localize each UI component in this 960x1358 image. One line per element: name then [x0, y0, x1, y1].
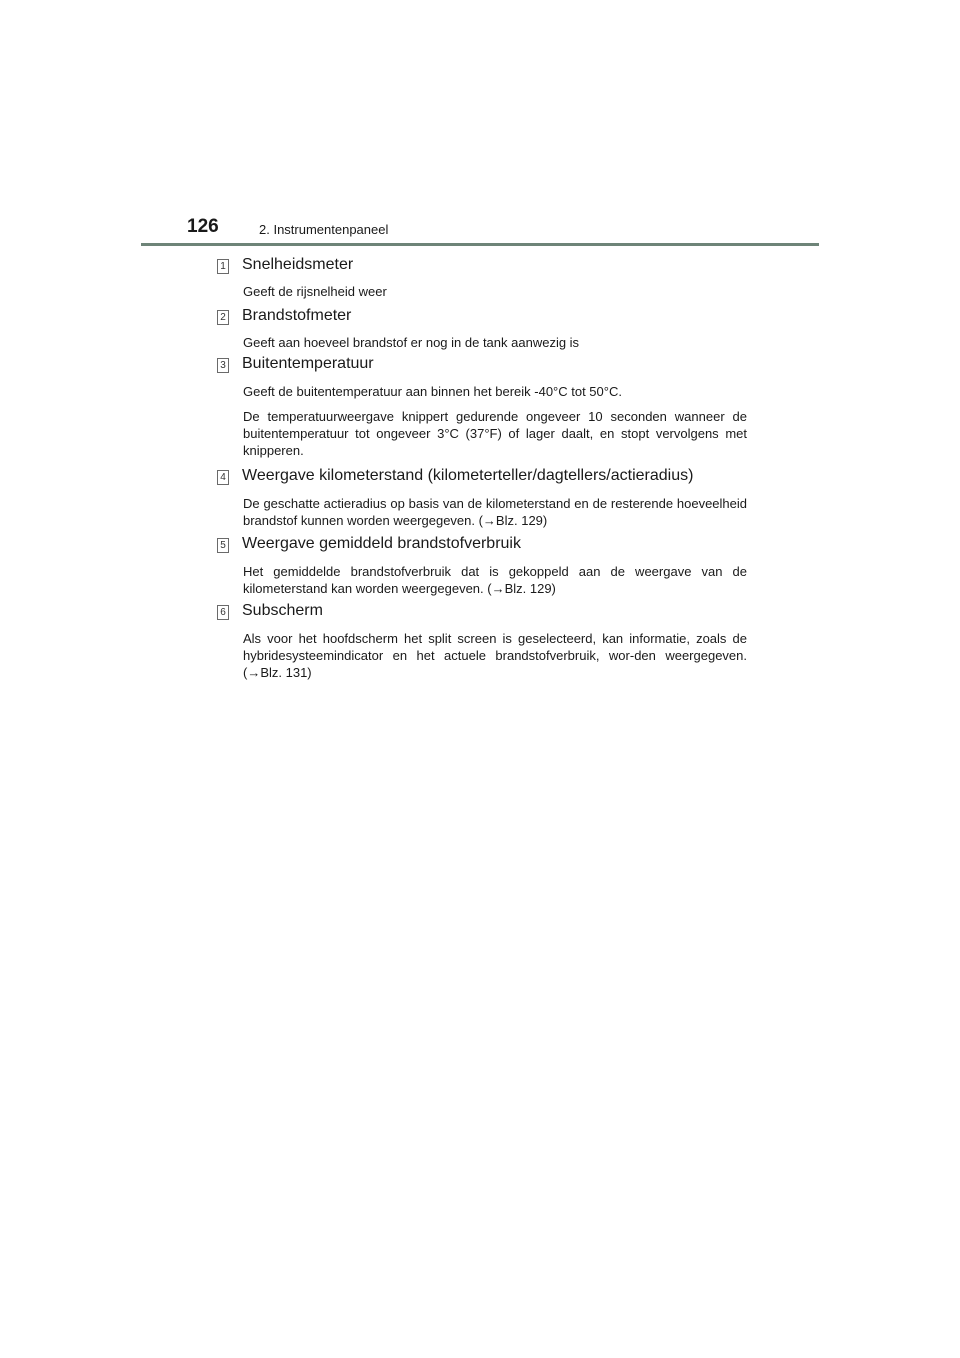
- page-header: [187, 216, 827, 246]
- list-item: [217, 601, 747, 681]
- item-description: De temperatuurweergave knippert gedurende ongeveer 10 seconden wanneer de buitentemperatuur tot ongeveer 3°C (37°F) of lager daalt, en stopt vervolgens met knipperen.: [243, 409, 747, 458]
- item-description: Als voor het hoofdscherm het split screen is geselecteerd, kan informatie, zoals de hybridesysteemindicator en het actuele brandstofverbruik, wor-den weergegeven. (→Blz. 131): [243, 631, 747, 680]
- list-item: [217, 534, 747, 601]
- item-title: Snelheidsmeter: [242, 256, 354, 273]
- item-list: [217, 255, 747, 689]
- item-number-badge: 5: [217, 538, 229, 553]
- item-description: Geeft de buitentemperatuur aan binnen het bereik -40°C tot 50°C.: [243, 384, 622, 399]
- list-item: [217, 466, 747, 534]
- list-item: [217, 306, 747, 354]
- item-title: Weergave kilometerstand (kilometerteller/dagtellers/actieradius): [242, 467, 694, 484]
- item-description: Het gemiddelde brandstofverbruik dat is gekoppeld aan de weergave van de kilometerstand kan worden weergegeven. (→Blz. 129): [243, 564, 747, 596]
- item-number-badge: 1: [217, 259, 229, 274]
- list-item: [217, 354, 747, 466]
- item-description: Geeft de rijsnelheid weer: [243, 284, 387, 299]
- page-number: 126: [187, 216, 219, 237]
- item-number-badge: 3: [217, 358, 229, 373]
- item-number-badge: 6: [217, 605, 229, 620]
- item-number-badge: 4: [217, 470, 229, 485]
- section-title: 2. Instrumentenpaneel: [259, 222, 389, 237]
- item-title: Weergave gemiddeld brandstofverbruik: [242, 535, 521, 552]
- item-title: Subscherm: [242, 602, 323, 619]
- item-description: De geschatte actieradius op basis van de kilometerstand en de resterende hoeveelheid brandstof kunnen worden weergegeven. (→Blz. 129): [243, 496, 747, 528]
- header-divider: [141, 243, 819, 246]
- item-title: Brandstofmeter: [242, 307, 352, 324]
- list-item: [217, 255, 747, 306]
- item-number-badge: 2: [217, 310, 229, 325]
- item-title: Buitentemperatuur: [242, 355, 374, 372]
- item-description: Geeft aan hoeveel brandstof er nog in de tank aanwezig is: [243, 335, 580, 350]
